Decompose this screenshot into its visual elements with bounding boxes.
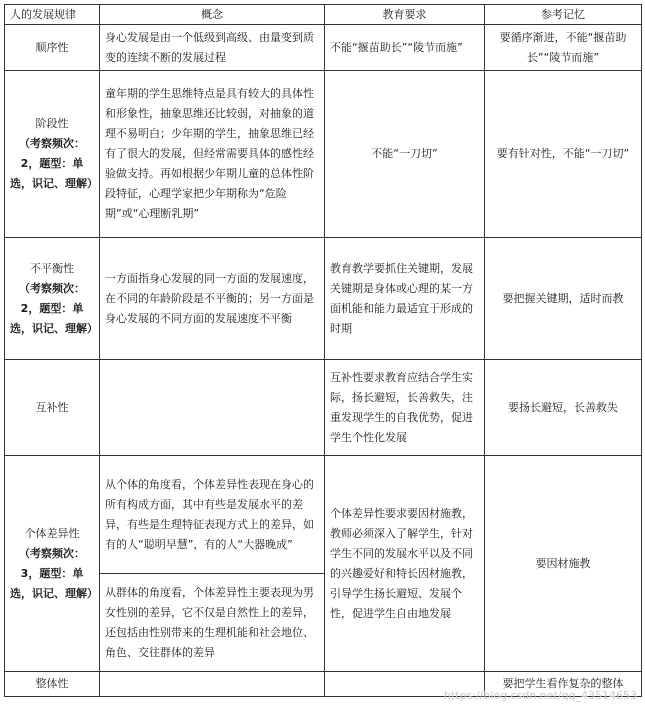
header-requirement: 教育要求: [325, 5, 485, 25]
header-concept: 概念: [100, 5, 325, 25]
concept-individual-a: 从个体的角度看，个体差异性表现在身心的所有构成方面，其中有些是发展水平的差异，有些是生理特征表现方式上的差异，如有的人“聪明早慧”，有的人“大器晚成”: [100, 456, 325, 574]
memory-individual: 要因材施教: [485, 456, 642, 672]
freq-imbalance: （考察频次：2，题型：单选，识记、理解）: [10, 281, 98, 335]
concept-sequence: 身心发展是由一个低级到高级、由量变到质变的连续不断的发展过程: [100, 25, 325, 71]
requirement-complementarity: 互补性要求教育应结合学生实际，扬长避短，长善救失，注重发现学生的自我优势，促进学生个性化发展: [325, 360, 485, 456]
law-individual-cell: [5, 456, 100, 672]
memory-wholeness: 要把学生看作复杂的整体: [485, 672, 642, 697]
law-imbalance-cell: [5, 238, 100, 360]
requirement-sequence: 不能“揠苗助长”“陵节而施”: [325, 25, 485, 71]
freq-stage: （考察频次：2，题型：单选，识记、理解）: [10, 137, 98, 190]
requirement-imbalance: 教育教学要抓住关键期，发展关键期是身体或心理的某一方面机能和能力最适宜于形成的时期: [325, 238, 485, 360]
law-wholeness: 整体性: [5, 672, 100, 697]
law-complementarity: 互补性: [5, 360, 100, 456]
header-memory: 参考记忆: [485, 5, 642, 25]
concept-imbalance: 一方面指身心发展的同一方面的发展速度，在不同的年龄阶段是不平衡的；另一方面是身心发展的不同方面的发展速度不平衡: [100, 238, 325, 360]
concept-wholeness: [100, 672, 325, 697]
memory-stage: 要有针对性，不能“一刀切”: [485, 71, 642, 238]
memory-imbalance: 要把握关键期，适时而教: [485, 238, 642, 360]
freq-individual: （考察频次：3，题型：单选，识记、理解）: [10, 546, 98, 600]
law-imbalance: 不平衡性: [30, 261, 74, 275]
concept-stage: 童年期的学生思维特点是具有较大的具体性和形象性，抽象思维还比较弱，对抽象的道理不易明白；少年期的学生，抽象思维已经有了很大的发展，但经常需要具体的感性经验做支持。再如根据少年期儿童的总体性阶段特征，心理学家把少年期称为“危险期”或“心理断乳期”: [100, 71, 325, 238]
header-law: 人的发展规律: [5, 5, 100, 25]
concept-complementarity: [100, 360, 325, 456]
row-stage: [5, 71, 642, 238]
row-complementarity: [5, 360, 642, 456]
law-stage: 阶段性: [35, 117, 69, 130]
memory-complementarity: 要扬长避短，长善救失: [485, 360, 642, 456]
row-individual-a: [5, 456, 642, 574]
law-sequence: 顺序性: [5, 25, 100, 71]
concept-individual-b: 从群体的角度看，个体差异性主要表现为男女性别的差异，它不仅是自然性上的差异，还包括由性别带来的生理机能和社会地位、角色、交往群体的差异: [100, 574, 325, 672]
requirement-stage: 不能“一刀切”: [325, 71, 485, 238]
memory-sequence: 要循序渐进，不能“揠苗助长”“陵节而施”: [485, 25, 642, 71]
row-sequence: [5, 25, 642, 71]
watermark: https://blog.csdn.net/qq_43514653: [443, 689, 637, 702]
development-laws-table: [4, 4, 642, 697]
law-stage-cell: [5, 71, 100, 238]
requirement-individual: 个体差异性要求要因材施教，教师必须深入了解学生，针对学生不同的发展水平以及不同的兴趣爱好和特长因材施教，引导学生扬长避短、发展个性，促进学生自由地发展: [325, 456, 485, 672]
row-imbalance: [5, 238, 642, 360]
law-individual: 个体差异性: [24, 526, 80, 540]
header-row: [5, 5, 642, 25]
